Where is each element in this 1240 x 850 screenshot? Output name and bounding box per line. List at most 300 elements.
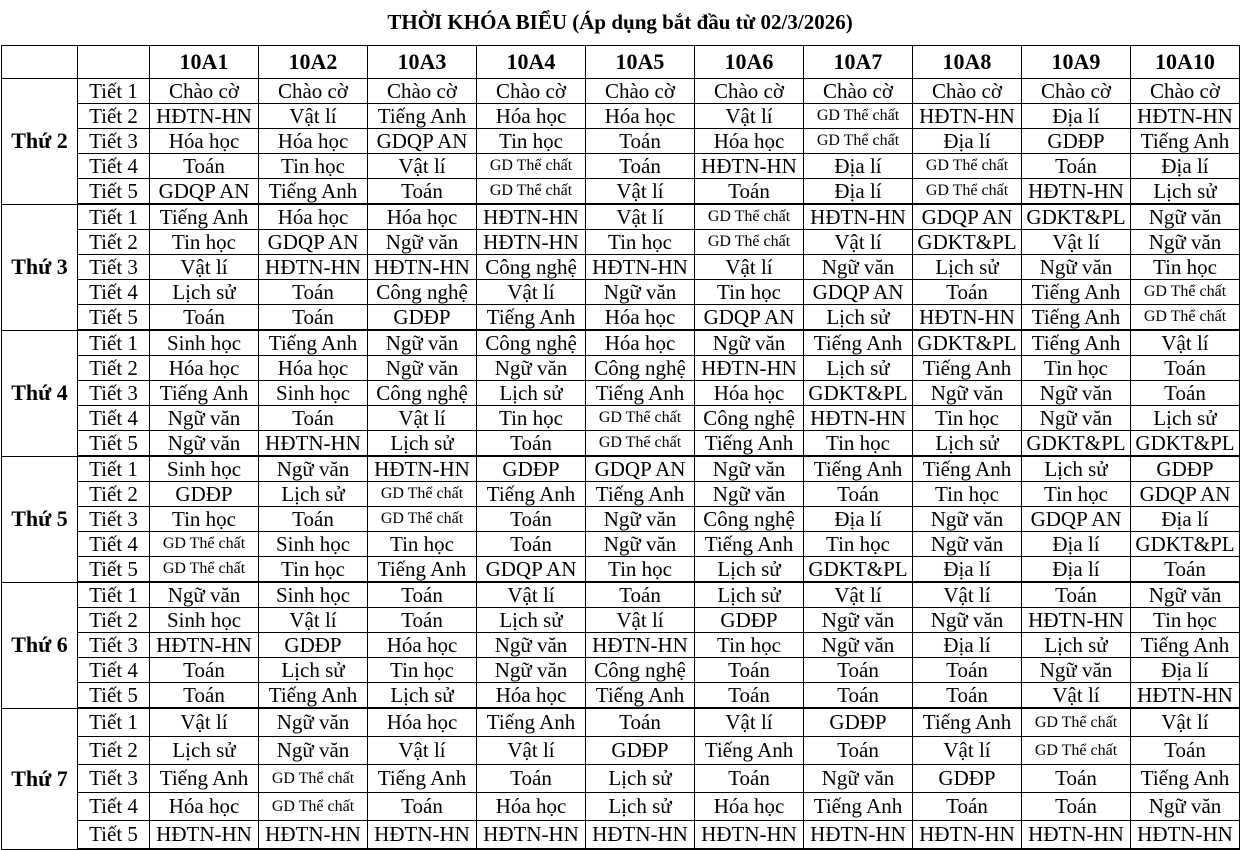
subject-cell: HĐTN-HN — [1131, 104, 1240, 129]
table-row — [2, 608, 1240, 633]
table-row — [2, 532, 1240, 557]
subject-cell: Toán — [586, 708, 695, 737]
table-row — [2, 633, 1240, 658]
subject-cell: GDKT&PL — [804, 381, 913, 406]
subject-cell: Tiếng Anh — [1131, 129, 1240, 154]
subject-cell: Tin học — [477, 406, 586, 431]
subject-cell: Toán — [913, 658, 1022, 683]
subject-cell: Toán — [1131, 381, 1240, 406]
subject-cell: Tiếng Anh — [368, 104, 477, 129]
subject-cell: Ngữ văn — [368, 230, 477, 255]
subject-cell: Toán — [259, 507, 368, 532]
subject-cell: Tiếng Anh — [477, 482, 586, 507]
table-row — [2, 658, 1240, 683]
table-row — [2, 305, 1240, 331]
subject-cell: Ngữ văn — [1131, 204, 1240, 230]
period-label: Tiết 2 — [78, 608, 150, 633]
subject-cell: Sinh học — [259, 582, 368, 608]
subject-cell: Ngữ văn — [150, 582, 259, 608]
period-label: Tiết 4 — [78, 793, 150, 821]
class-header-10a9: 10A9 — [1022, 46, 1131, 79]
table-row — [2, 708, 1240, 737]
subject-cell: Chào cờ — [1022, 79, 1131, 104]
period-label: Tiết 5 — [78, 431, 150, 457]
period-label: Tiết 3 — [78, 381, 150, 406]
subject-cell: Toán — [913, 683, 1022, 709]
subject-cell: GD Thể chất — [1131, 305, 1240, 331]
subject-cell: Vật lí — [804, 230, 913, 255]
subject-cell: Vật lí — [150, 708, 259, 737]
subject-cell: HĐTN-HN — [1022, 179, 1131, 205]
subject-cell: Tiếng Anh — [695, 431, 804, 457]
table-row — [2, 431, 1240, 457]
period-label: Tiết 2 — [78, 482, 150, 507]
class-header-10a8: 10A8 — [913, 46, 1022, 79]
subject-cell: Tin học — [1131, 255, 1240, 280]
subject-cell: HĐTN-HN — [804, 821, 913, 850]
subject-cell: Toán — [150, 305, 259, 331]
period-label: Tiết 3 — [78, 765, 150, 793]
table-row — [2, 204, 1240, 230]
period-label: Tiết 2 — [78, 230, 150, 255]
subject-cell: Lịch sử — [259, 482, 368, 507]
subject-cell: Vật lí — [368, 154, 477, 179]
subject-cell: GDQP AN — [368, 129, 477, 154]
class-header-10a4: 10A4 — [477, 46, 586, 79]
subject-cell: Toán — [259, 305, 368, 331]
subject-cell: Tiếng Anh — [150, 765, 259, 793]
subject-cell: Ngữ văn — [150, 406, 259, 431]
subject-cell: GDKT&PL — [804, 557, 913, 583]
subject-cell: Ngữ văn — [586, 280, 695, 305]
subject-cell: Ngữ văn — [804, 633, 913, 658]
subject-cell: Ngữ văn — [1022, 658, 1131, 683]
subject-cell: GDĐP — [1022, 129, 1131, 154]
subject-cell: Ngữ văn — [1022, 255, 1131, 280]
subject-cell: GD Thể chất — [1022, 708, 1131, 737]
day-label: Thứ 4 — [2, 330, 78, 456]
subject-cell: Tiếng Anh — [804, 456, 913, 482]
subject-cell: HĐTN-HN — [368, 456, 477, 482]
subject-cell: Lịch sử — [586, 765, 695, 793]
class-header-10a2: 10A2 — [259, 46, 368, 79]
class-header-row — [2, 46, 1240, 79]
subject-cell: Địa lí — [1131, 658, 1240, 683]
subject-cell: HĐTN-HN — [586, 633, 695, 658]
subject-cell: Ngữ văn — [1131, 582, 1240, 608]
subject-cell: GD Thể chất — [913, 154, 1022, 179]
subject-cell: Vật lí — [1022, 230, 1131, 255]
subject-cell: Công nghệ — [368, 381, 477, 406]
period-label: Tiết 5 — [78, 179, 150, 205]
day-label: Thứ 5 — [2, 456, 78, 582]
class-header-10a7: 10A7 — [804, 46, 913, 79]
subject-cell: GD Thể chất — [259, 793, 368, 821]
subject-cell: Toán — [259, 406, 368, 431]
subject-cell: Toán — [368, 608, 477, 633]
subject-cell: HĐTN-HN — [477, 821, 586, 850]
subject-cell: GDQP AN — [1131, 482, 1240, 507]
subject-cell: Hóa học — [586, 330, 695, 356]
subject-cell: GD Thể chất — [804, 129, 913, 154]
table-row — [2, 79, 1240, 104]
subject-cell: Sinh học — [150, 330, 259, 356]
subject-cell: Tiếng Anh — [695, 532, 804, 557]
subject-cell: HĐTN-HN — [477, 230, 586, 255]
subject-cell: Tiếng Anh — [477, 708, 586, 737]
subject-cell: Công nghệ — [586, 356, 695, 381]
subject-cell: GDKT&PL — [913, 230, 1022, 255]
period-label: Tiết 3 — [78, 507, 150, 532]
subject-cell: Vật lí — [586, 608, 695, 633]
subject-cell: HĐTN-HN — [259, 255, 368, 280]
table-row — [2, 683, 1240, 709]
subject-cell: Hóa học — [695, 381, 804, 406]
page-title: THỜI KHÓA BIỂU (Áp dụng bắt đầu từ 02/3/2026) — [387, 10, 853, 34]
subject-cell: Công nghệ — [477, 330, 586, 356]
subject-cell: Địa lí — [804, 179, 913, 205]
subject-cell: GD Thể chất — [695, 204, 804, 230]
period-label: Tiết 4 — [78, 532, 150, 557]
subject-cell: Vật lí — [804, 582, 913, 608]
table-row — [2, 179, 1240, 205]
period-label: Tiết 2 — [78, 356, 150, 381]
subject-cell: Ngữ văn — [695, 482, 804, 507]
table-row — [2, 821, 1240, 850]
subject-cell: Toán — [804, 737, 913, 765]
subject-cell: Tiếng Anh — [1022, 305, 1131, 331]
class-header-10a1: 10A1 — [150, 46, 259, 79]
subject-cell: HĐTN-HN — [913, 104, 1022, 129]
subject-cell: Ngữ văn — [477, 356, 586, 381]
table-row — [2, 507, 1240, 532]
subject-cell: Tiếng Anh — [368, 557, 477, 583]
subject-cell: Toán — [477, 431, 586, 457]
subject-cell: Tiếng Anh — [259, 330, 368, 356]
period-label: Tiết 4 — [78, 406, 150, 431]
subject-cell: Tin học — [150, 507, 259, 532]
period-label: Tiết 3 — [78, 633, 150, 658]
subject-cell: GD Thể chất — [586, 406, 695, 431]
subject-cell: Toán — [695, 658, 804, 683]
subject-cell: Tiếng Anh — [259, 683, 368, 709]
subject-cell: Ngữ văn — [1131, 793, 1240, 821]
class-header-10a3: 10A3 — [368, 46, 477, 79]
subject-cell: Toán — [586, 582, 695, 608]
subject-cell: Tiếng Anh — [368, 765, 477, 793]
subject-cell: Hóa học — [477, 104, 586, 129]
table-row — [2, 129, 1240, 154]
subject-cell: Toán — [368, 582, 477, 608]
subject-cell: Toán — [695, 683, 804, 709]
subject-cell: GDĐP — [259, 633, 368, 658]
subject-cell: GD Thể chất — [368, 507, 477, 532]
subject-cell: Toán — [1022, 765, 1131, 793]
subject-cell: Ngữ văn — [150, 431, 259, 457]
subject-cell: GDĐP — [368, 305, 477, 331]
subject-cell: Toán — [804, 683, 913, 709]
subject-cell: Ngữ văn — [1022, 406, 1131, 431]
subject-cell: Sinh học — [259, 381, 368, 406]
subject-cell: Công nghệ — [586, 658, 695, 683]
subject-cell: Lịch sử — [1131, 179, 1240, 205]
subject-cell: GDQP AN — [913, 204, 1022, 230]
class-header-10a6: 10A6 — [695, 46, 804, 79]
subject-cell: Lịch sử — [1022, 456, 1131, 482]
period-label: Tiết 1 — [78, 582, 150, 608]
subject-cell: Tiếng Anh — [477, 305, 586, 331]
subject-cell: Tin học — [259, 557, 368, 583]
table-row — [2, 793, 1240, 821]
subject-cell: Vật lí — [913, 582, 1022, 608]
subject-cell: Hóa học — [368, 204, 477, 230]
subject-cell: GDKT&PL — [913, 330, 1022, 356]
subject-cell: Tin học — [259, 154, 368, 179]
subject-cell: Toán — [804, 658, 913, 683]
subject-cell: Ngữ văn — [259, 708, 368, 737]
subject-cell: HĐTN-HN — [913, 821, 1022, 850]
subject-cell: Chào cờ — [804, 79, 913, 104]
table-row — [2, 737, 1240, 765]
period-label: Tiết 5 — [78, 305, 150, 331]
subject-cell: HĐTN-HN — [1131, 683, 1240, 709]
subject-cell: Toán — [586, 129, 695, 154]
subject-cell: Chào cờ — [368, 79, 477, 104]
subject-cell: HĐTN-HN — [586, 821, 695, 850]
subject-cell: GD Thể chất — [1131, 280, 1240, 305]
subject-cell: Hóa học — [586, 305, 695, 331]
subject-cell: Địa lí — [1131, 507, 1240, 532]
table-row — [2, 330, 1240, 356]
subject-cell: GD Thể chất — [259, 765, 368, 793]
subject-cell: Toán — [1131, 737, 1240, 765]
subject-cell: GDĐP — [1131, 456, 1240, 482]
class-header-10a5: 10A5 — [586, 46, 695, 79]
subject-cell: Lịch sử — [695, 557, 804, 583]
subject-cell: Toán — [913, 280, 1022, 305]
period-label: Tiết 3 — [78, 255, 150, 280]
subject-cell: GD Thể chất — [695, 230, 804, 255]
subject-cell: Toán — [150, 154, 259, 179]
subject-cell: Sinh học — [150, 456, 259, 482]
subject-cell: Toán — [695, 765, 804, 793]
subject-cell: Ngữ văn — [368, 330, 477, 356]
subject-cell: Tin học — [695, 633, 804, 658]
subject-cell: GDQP AN — [150, 179, 259, 205]
subject-cell: Lịch sử — [804, 305, 913, 331]
subject-cell: Toán — [477, 507, 586, 532]
subject-cell: Địa lí — [1022, 557, 1131, 583]
subject-cell: GDĐP — [477, 456, 586, 482]
subject-cell: Lịch sử — [150, 280, 259, 305]
subject-cell: Vật lí — [368, 737, 477, 765]
subject-cell: Tiếng Anh — [150, 204, 259, 230]
period-label: Tiết 1 — [78, 330, 150, 356]
subject-cell: Tiếng Anh — [586, 381, 695, 406]
period-label: Tiết 1 — [78, 79, 150, 104]
subject-cell: Lịch sử — [913, 255, 1022, 280]
subject-cell: GD Thể chất — [804, 104, 913, 129]
subject-cell: Hóa học — [259, 204, 368, 230]
subject-cell: HĐTN-HN — [150, 104, 259, 129]
subject-cell: Hóa học — [368, 633, 477, 658]
subject-cell: Tiếng Anh — [586, 683, 695, 709]
subject-cell: GDQP AN — [804, 280, 913, 305]
subject-cell: GD Thể chất — [477, 179, 586, 205]
subject-cell: HĐTN-HN — [477, 204, 586, 230]
subject-cell: Vật lí — [1022, 683, 1131, 709]
subject-cell: Toán — [1022, 793, 1131, 821]
subject-cell: Ngữ văn — [913, 608, 1022, 633]
day-label: Thứ 3 — [2, 204, 78, 330]
subject-cell: Địa lí — [913, 633, 1022, 658]
subject-cell: GDĐP — [804, 708, 913, 737]
subject-cell: GDQP AN — [1022, 507, 1131, 532]
subject-cell: Toán — [1131, 356, 1240, 381]
subject-cell: HĐTN-HN — [695, 154, 804, 179]
subject-cell: Hóa học — [259, 129, 368, 154]
subject-cell: Chào cờ — [259, 79, 368, 104]
subject-cell: Lịch sử — [368, 431, 477, 457]
subject-cell: GDQP AN — [586, 456, 695, 482]
subject-cell: Chào cờ — [913, 79, 1022, 104]
subject-cell: Lịch sử — [477, 608, 586, 633]
period-label: Tiết 1 — [78, 708, 150, 737]
subject-cell: Ngữ văn — [259, 737, 368, 765]
subject-cell: HĐTN-HN — [804, 406, 913, 431]
subject-cell: GDKT&PL — [1022, 431, 1131, 457]
subject-cell: Ngữ văn — [368, 356, 477, 381]
day-label: Thứ 7 — [2, 708, 78, 849]
subject-cell: Ngữ văn — [913, 507, 1022, 532]
subject-cell: Lịch sử — [259, 658, 368, 683]
subject-cell: GDQP AN — [477, 557, 586, 583]
subject-cell: GD Thể chất — [586, 431, 695, 457]
table-row — [2, 280, 1240, 305]
subject-cell: Tin học — [586, 557, 695, 583]
subject-cell: Vật lí — [586, 179, 695, 205]
subject-cell: Công nghệ — [695, 406, 804, 431]
corner-cell — [2, 46, 78, 79]
subject-cell: Hóa học — [695, 793, 804, 821]
subject-cell: Toán — [913, 793, 1022, 821]
table-row — [2, 406, 1240, 431]
subject-cell: Hóa học — [477, 793, 586, 821]
period-label: Tiết 5 — [78, 821, 150, 850]
subject-cell: Ngữ văn — [1131, 230, 1240, 255]
subject-cell: Ngữ văn — [1022, 381, 1131, 406]
subject-cell: HĐTN-HN — [695, 356, 804, 381]
subject-cell: GD Thể chất — [1022, 737, 1131, 765]
table-row — [2, 381, 1240, 406]
subject-cell: Vật lí — [1131, 708, 1240, 737]
period-label: Tiết 5 — [78, 683, 150, 709]
subject-cell: Hóa học — [695, 129, 804, 154]
subject-cell: Toán — [586, 154, 695, 179]
day-label: Thứ 2 — [2, 79, 78, 205]
subject-cell: GDKT&PL — [1022, 204, 1131, 230]
subject-cell: Lịch sử — [1022, 633, 1131, 658]
subject-cell: Vật lí — [913, 737, 1022, 765]
subject-cell: Địa lí — [1022, 104, 1131, 129]
table-row — [2, 154, 1240, 179]
subject-cell: Tiếng Anh — [913, 356, 1022, 381]
subject-cell: Tiếng Anh — [1022, 330, 1131, 356]
subject-cell: Toán — [150, 683, 259, 709]
subject-cell: Tin học — [1131, 608, 1240, 633]
subject-cell: Toán — [695, 179, 804, 205]
subject-cell: GD Thể chất — [913, 179, 1022, 205]
subject-cell: Tin học — [368, 532, 477, 557]
subject-cell: Ngữ văn — [477, 633, 586, 658]
subject-cell: Ngữ văn — [477, 658, 586, 683]
subject-cell: Tiếng Anh — [1022, 280, 1131, 305]
subject-cell: Chào cờ — [477, 79, 586, 104]
corner-cell — [78, 46, 150, 79]
period-label: Tiết 2 — [78, 104, 150, 129]
subject-cell: Toán — [150, 658, 259, 683]
subject-cell: Ngữ văn — [804, 608, 913, 633]
subject-cell: Vật lí — [1131, 330, 1240, 356]
subject-cell: Vật lí — [368, 406, 477, 431]
subject-cell: Tin học — [1022, 356, 1131, 381]
subject-cell: Toán — [804, 482, 913, 507]
subject-cell: Hóa học — [150, 793, 259, 821]
subject-cell: GDĐP — [913, 765, 1022, 793]
subject-cell: Tin học — [368, 658, 477, 683]
subject-cell: Tiếng Anh — [259, 179, 368, 205]
timetable — [1, 45, 1240, 850]
subject-cell: Sinh học — [259, 532, 368, 557]
table-row — [2, 482, 1240, 507]
subject-cell: Tin học — [804, 532, 913, 557]
subject-cell: Vật lí — [695, 255, 804, 280]
subject-cell: Toán — [1022, 582, 1131, 608]
table-row — [2, 456, 1240, 482]
subject-cell: HĐTN-HN — [368, 821, 477, 850]
subject-cell: Tin học — [477, 129, 586, 154]
subject-cell: HĐTN-HN — [1022, 821, 1131, 850]
subject-cell: Tin học — [586, 230, 695, 255]
subject-cell: Toán — [477, 765, 586, 793]
subject-cell: Ngữ văn — [913, 381, 1022, 406]
subject-cell: Tiếng Anh — [695, 737, 804, 765]
period-label: Tiết 3 — [78, 129, 150, 154]
subject-cell: GD Thể chất — [150, 532, 259, 557]
subject-cell: Vật lí — [477, 280, 586, 305]
period-label: Tiết 2 — [78, 737, 150, 765]
subject-cell: Lịch sử — [477, 381, 586, 406]
subject-cell: HĐTN-HN — [695, 821, 804, 850]
subject-cell: Lịch sử — [1131, 406, 1240, 431]
subject-cell: GDĐP — [586, 737, 695, 765]
subject-cell: Lịch sử — [695, 582, 804, 608]
subject-cell: Chào cờ — [150, 79, 259, 104]
subject-cell: Toán — [477, 532, 586, 557]
subject-cell: GD Thể chất — [368, 482, 477, 507]
subject-cell: GD Thể chất — [150, 557, 259, 583]
subject-cell: Hóa học — [150, 356, 259, 381]
subject-cell: Vật lí — [259, 104, 368, 129]
subject-cell: HĐTN-HN — [1022, 608, 1131, 633]
table-row — [2, 104, 1240, 129]
period-label: Tiết 5 — [78, 557, 150, 583]
subject-cell: HĐTN-HN — [586, 255, 695, 280]
subject-cell: GDQP AN — [259, 230, 368, 255]
table-row — [2, 356, 1240, 381]
subject-cell: Tin học — [695, 280, 804, 305]
subject-cell: HĐTN-HN — [1131, 821, 1240, 850]
